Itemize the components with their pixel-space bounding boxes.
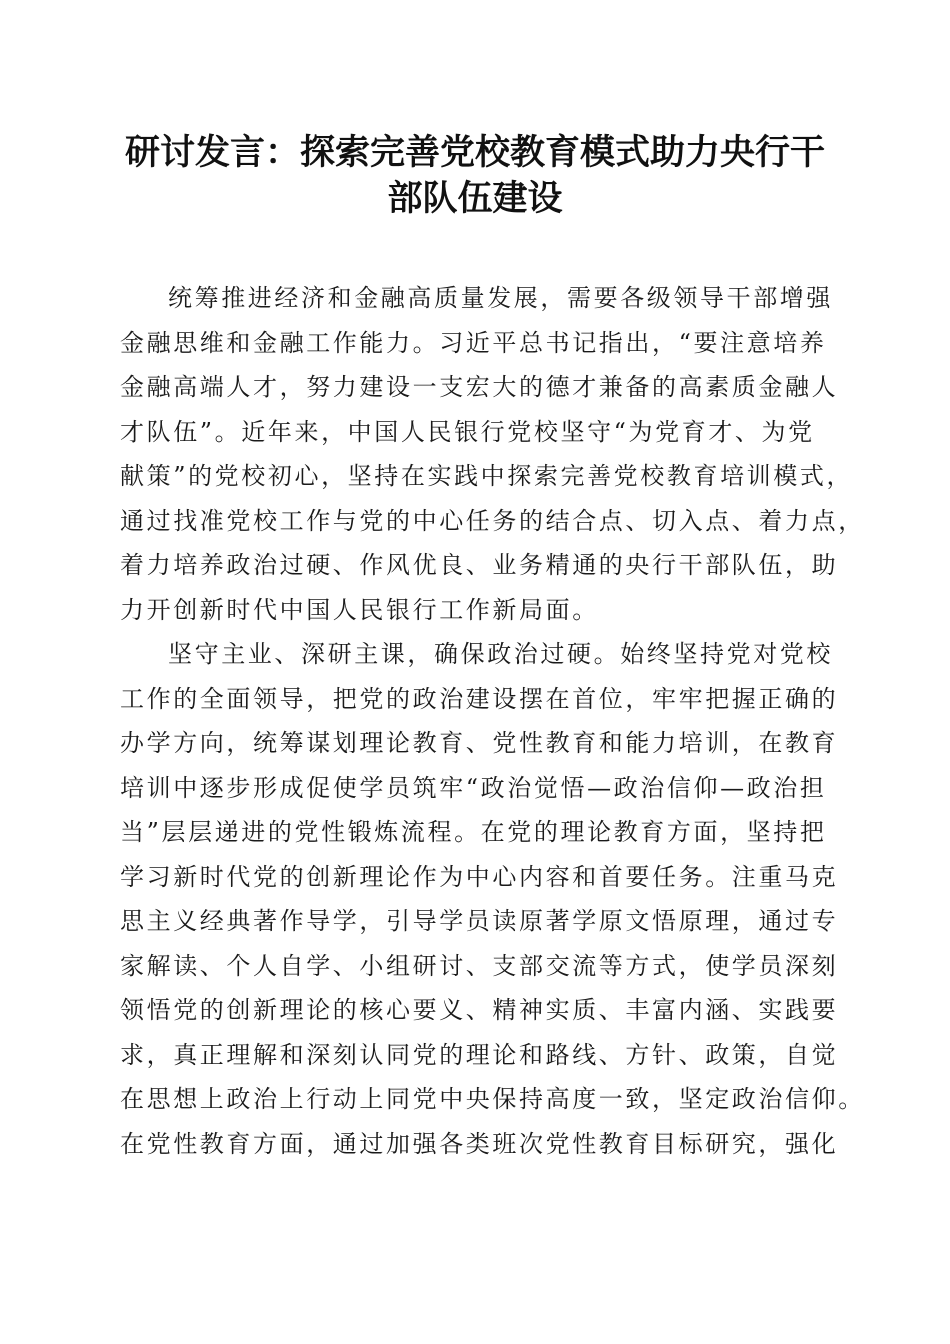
paragraph-line: 献策”的党校初心，坚持在实践中探索完善党校教育培训模式， xyxy=(120,462,854,490)
paragraph-line: 思主义经典著作导学，引导学员读原著学原文悟原理，通过专 xyxy=(120,907,839,935)
paragraph-2 xyxy=(120,632,865,1166)
paragraph-line: 家解读、个人自学、小组研讨、支部交流等方式，使学员深刻 xyxy=(120,951,839,980)
paragraph-line: 统筹推进经济和金融高质量发展，需要各级领导干部增强 xyxy=(168,284,833,312)
paragraph-line: 才队伍”。近年来，中国人民银行党校坚守“为党育才、为党 xyxy=(120,417,815,446)
paragraph-line: 坚守主业、深研主课，确保政治过硬。始终坚持党对党校 xyxy=(168,640,833,668)
paragraph-line: 办学方向，统筹谋划理论教育、党性教育和能力培训，在教育 xyxy=(120,729,839,757)
paragraph-line: 培训中逐步形成促使学员筑牢“政治觉悟—政治信仰—政治担 xyxy=(120,773,827,802)
paragraph-line: 在党性教育方面，通过加强各类班次党性教育目标研究，强化 xyxy=(120,1129,839,1158)
paragraph-line: 通过找准党校工作与党的中心任务的结合点、切入点、着力点， xyxy=(120,506,865,535)
paragraph-line: 学习新时代党的创新理论作为中心内容和首要任务。注重马克 xyxy=(120,862,839,891)
paragraph-line: 金融思维和金融工作能力。习近平总书记指出，“要注意培养 xyxy=(120,328,827,357)
paragraph-line: 求，真正理解和深刻认同党的理论和路线、方针、政策，自觉 xyxy=(120,1040,839,1069)
document-body xyxy=(120,276,865,1166)
document-title xyxy=(100,130,850,222)
paragraph-line: 在思想上政治上行动上同党中央保持高度一致，坚定政治信仰。 xyxy=(120,1085,865,1113)
paragraph-line: 金融高端人才，努力建设一支宏大的德才兼备的高素质金融人 xyxy=(120,373,839,401)
paragraph-1 xyxy=(120,276,865,632)
title-line-1: 研讨发言：探索完善党校教育模式助力央行干 xyxy=(124,132,825,173)
paragraph-line: 着力培养政治过硬、作风优良、业务精通的央行干部队伍，助 xyxy=(120,551,839,579)
paragraph-line: 当”层层递进的党性锻炼流程。在党的理论教育方面，坚持把 xyxy=(120,818,827,846)
title-line-2: 部队伍建设 xyxy=(387,178,563,219)
paragraph-line: 领悟党的创新理论的核心要义、精神实质、丰富内涵、实践要 xyxy=(120,996,839,1024)
paragraph-line: 工作的全面领导，把党的政治建设摆在首位，牢牢把握正确的 xyxy=(120,684,839,713)
paragraph-line: 力开创新时代中国人民银行工作新局面。 xyxy=(120,595,599,624)
